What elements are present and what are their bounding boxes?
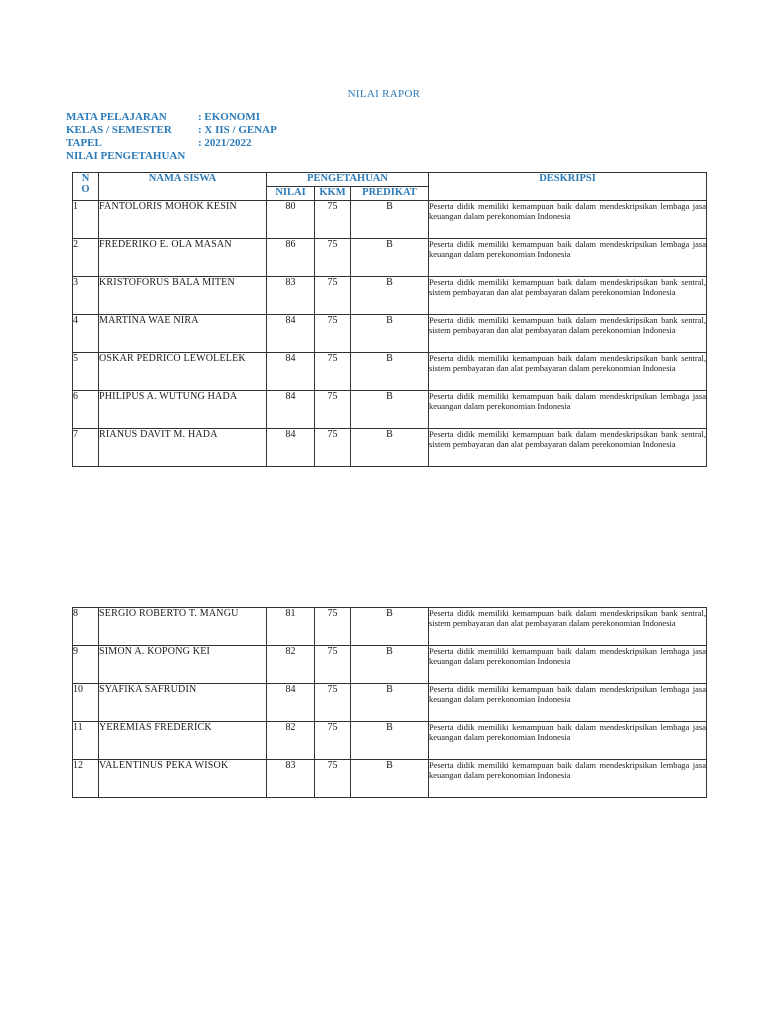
meta-row-subject (66, 111, 277, 124)
predicate-value: B (351, 760, 429, 798)
predicate-value: B (351, 277, 429, 315)
page-title: NILAI RAPOR (347, 88, 421, 100)
table-row (73, 315, 707, 353)
header-score: NILAI (267, 187, 315, 201)
meta-key: NILAI PENGETAHUAN (66, 150, 186, 162)
score-value: 84 (267, 429, 315, 467)
score-value: 84 (267, 315, 315, 353)
kkm-value: 75 (315, 277, 351, 315)
table-row (73, 684, 707, 722)
grades-table (72, 172, 707, 467)
description-text: Peserta didik memiliki kemampuan baik dalam mendeskripsikan lembaga jasa keuangan dalam perekonomian Indonesia (429, 760, 707, 798)
grades-table-continued-body (73, 608, 707, 798)
student-name: OSKAR PEDRICO LEWOLELEK (99, 353, 267, 391)
header-predicate: PREDIKAT (351, 187, 429, 201)
description-text: Peserta didik memiliki kemampuan baik dalam mendeskripsikan bank sentral, sistem pembayaran dan alat pembayaran dalam perekonomian Indonesia (429, 608, 707, 646)
row-number: 9 (73, 646, 99, 684)
predicate-value: B (351, 684, 429, 722)
header-no-line1: N (81, 173, 90, 184)
header-no (73, 173, 99, 201)
meta-key: MATA PELAJARAN (66, 111, 167, 123)
row-number: 12 (73, 760, 99, 798)
table-row (73, 760, 707, 798)
meta-value: : EKONOMI (198, 111, 261, 123)
table-row (73, 722, 707, 760)
description-text: Peserta didik memiliki kemampuan baik dalam mendeskripsikan lembaga jasa keuangan dalam perekonomian Indonesia (429, 646, 707, 684)
predicate-value: B (351, 201, 429, 239)
predicate-value: B (351, 608, 429, 646)
kkm-value: 75 (315, 353, 351, 391)
kkm-value: 75 (315, 391, 351, 429)
score-value: 84 (267, 353, 315, 391)
table-row (73, 391, 707, 429)
kkm-value: 75 (315, 722, 351, 760)
header-description: DESKRIPSI (429, 173, 707, 201)
predicate-value: B (351, 239, 429, 277)
score-value: 82 (267, 722, 315, 760)
table-row (73, 201, 707, 239)
score-value: 81 (267, 608, 315, 646)
kkm-value: 75 (315, 239, 351, 277)
report-meta (66, 111, 277, 163)
score-value: 86 (267, 239, 315, 277)
meta-row-section (66, 150, 277, 163)
meta-key: TAPEL (66, 137, 102, 149)
header-name: NAMA SISWA (99, 173, 267, 201)
kkm-value: 75 (315, 760, 351, 798)
predicate-value: B (351, 391, 429, 429)
student-name: PHILIPUS A. WUTUNG HADA (99, 391, 267, 429)
meta-row-class (66, 124, 277, 137)
score-value: 82 (267, 646, 315, 684)
header-no-line2: O (81, 184, 90, 195)
predicate-value: B (351, 315, 429, 353)
predicate-value: B (351, 722, 429, 760)
kkm-value: 75 (315, 608, 351, 646)
student-name: SERGIO ROBERTO T. MANGU (99, 608, 267, 646)
kkm-value: 75 (315, 429, 351, 467)
student-name: YEREMIAS FREDERICK (99, 722, 267, 760)
row-number: 10 (73, 684, 99, 722)
student-name: SYAFIKA SAFRUDIN (99, 684, 267, 722)
kkm-value: 75 (315, 684, 351, 722)
header-kkm: KKM (315, 187, 351, 201)
kkm-value: 75 (315, 201, 351, 239)
description-text: Peserta didik memiliki kemampuan baik dalam mendeskripsikan lembaga jasa keuangan dalam perekonomian Indonesia (429, 239, 707, 277)
grades-table-continued (72, 607, 707, 798)
description-text: Peserta didik memiliki kemampuan baik dalam mendeskripsikan bank sentral, sistem pembayaran dan alat pembayaran dalam perekonomian Indonesia (429, 277, 707, 315)
student-name: FREDERIKO E. OLA MASAN (99, 239, 267, 277)
description-text: Peserta didik memiliki kemampuan baik dalam mendeskripsikan lembaga jasa keuangan dalam perekonomian Indonesia (429, 201, 707, 239)
predicate-value: B (351, 646, 429, 684)
grades-table-body (73, 201, 707, 467)
meta-value: : 2021/2022 (198, 137, 252, 149)
description-text: Peserta didik memiliki kemampuan baik dalam mendeskripsikan bank sentral, sistem pembayaran dan alat pembayaran dalam perekonomian Indonesia (429, 353, 707, 391)
row-number: 8 (73, 608, 99, 646)
student-name: SIMON A. KOPONG KEI (99, 646, 267, 684)
row-number: 4 (73, 315, 99, 353)
student-name: VALENTINUS PEKA WISOK (99, 760, 267, 798)
table-row (73, 353, 707, 391)
table-row (73, 646, 707, 684)
kkm-value: 75 (315, 315, 351, 353)
table-row (73, 608, 707, 646)
description-text: Peserta didik memiliki kemampuan baik dalam mendeskripsikan lembaga jasa keuangan dalam perekonomian Indonesia (429, 391, 707, 429)
row-number: 2 (73, 239, 99, 277)
table-row (73, 429, 707, 467)
score-value: 84 (267, 391, 315, 429)
header-knowledge: PENGETAHUAN (267, 173, 429, 187)
row-number: 1 (73, 201, 99, 239)
row-number: 5 (73, 353, 99, 391)
student-name: MARTINA WAE NIRA (99, 315, 267, 353)
predicate-value: B (351, 353, 429, 391)
row-number: 7 (73, 429, 99, 467)
predicate-value: B (351, 429, 429, 467)
row-number: 11 (73, 722, 99, 760)
description-text: Peserta didik memiliki kemampuan baik dalam mendeskripsikan lembaga jasa keuangan dalam perekonomian Indonesia (429, 684, 707, 722)
description-text: Peserta didik memiliki kemampuan baik dalam mendeskripsikan lembaga jasa keuangan dalam perekonomian Indonesia (429, 722, 707, 760)
score-value: 83 (267, 760, 315, 798)
meta-row-year (66, 137, 277, 150)
meta-value: : X IIS / GENAP (198, 124, 277, 136)
description-text: Peserta didik memiliki kemampuan baik dalam mendeskripsikan bank sentral, sistem pembayaran dan alat pembayaran dalam perekonomian Indonesia (429, 315, 707, 353)
score-value: 83 (267, 277, 315, 315)
student-name: KRISTOFORUS BALA MITEN (99, 277, 267, 315)
student-name: FANTOLORIS MOHOK KESIN (99, 201, 267, 239)
meta-key: KELAS / SEMESTER (66, 124, 172, 136)
score-value: 84 (267, 684, 315, 722)
score-value: 80 (267, 201, 315, 239)
row-number: 6 (73, 391, 99, 429)
table-row (73, 277, 707, 315)
description-text: Peserta didik memiliki kemampuan baik dalam mendeskripsikan bank sentral, sistem pembayaran dan alat pembayaran dalam perekonomian Indonesia (429, 429, 707, 467)
table-row (73, 239, 707, 277)
row-number: 3 (73, 277, 99, 315)
student-name: RIANUS DAVIT M. HADA (99, 429, 267, 467)
kkm-value: 75 (315, 646, 351, 684)
